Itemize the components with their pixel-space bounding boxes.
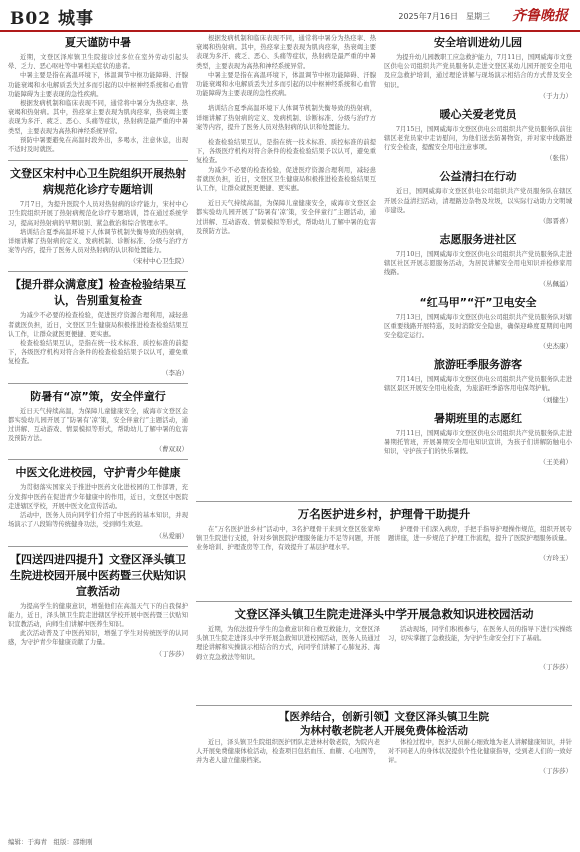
article-kindergarten-cont: [196, 199, 376, 236]
newspaper-logo: 齐鲁晚报: [512, 8, 568, 24]
article-author: （丁莎莎）: [155, 649, 188, 658]
article-first-aid: [196, 598, 572, 671]
section-title: B02 城事: [10, 9, 94, 29]
divider: [196, 705, 572, 706]
article-paragraph: 为减少不必要的检查检验，促进医疗资源合理利用，减轻患者就医负担，近日，文登区卫生健康局积极推进检查检验结果互认工作，让群众就医更便捷、更实惠。: [196, 166, 376, 193]
article-author: （宋村中心卫生院）: [129, 257, 188, 266]
article-rural-nursing: [196, 498, 572, 562]
article-author: （丁莎莎）: [539, 662, 572, 671]
article-paragraph: 为减少不必要的检查检验，促进医疗资源合理利用，减轻患者就医负担，近日，文登区卫生健康局积极推进检查检验结果互认工作，让群众就医更便捷、更实惠。: [8, 312, 188, 338]
article-title: 【提升群众满意度】检查检验结果互认，告别重复检查: [10, 278, 186, 308]
article-title: 志愿服务进社区: [439, 233, 517, 247]
article-paragraph: 7月7日，为提升医院个人员对热射病的诊疗能力，宋村中心卫生院组织开展了热射病规范化诊疗专题培训，旨在通过系统学习，提高对热射病的早期识别、紧急救治和综合管理水平。: [8, 201, 188, 227]
article-title: 公益清扫在行动: [439, 170, 517, 184]
article-paragraph: 近期，为依法提升学生的急救意识和自救互救能力，文登区泽头镇卫生院走进泽头中学开展急救知识进校园活动，医务人员通过理论讲解和实操演示相结合的方式，向同学们讲解了心肺复苏、海姆立克急救法等知识。: [196, 626, 380, 661]
article-title: 防暑有“凉”策，安全伴童行: [30, 389, 166, 403]
brief-red-vest: [384, 294, 572, 351]
page-header: [0, 0, 580, 32]
article-paragraph: 根据发病机制和临床表现不同，通常将中暑分为热痉挛、热衰竭和热射病。其中，热痉挛主要表现为肌肉痉挛，热衰竭主要表现为多汗、疲乏、恶心、头痛等症状，热射病是最严重的中暑类型，主要表现为高热和神经系统异常。: [8, 100, 188, 135]
article-paragraph: 7月10日，国网威海市文登区供电公司组织共产党员服务队走进辖区社区开展志愿服务活动，为居民讲解安全用电知识并检修家用线路。: [384, 251, 572, 277]
article-paragraph: 近期，文登区泽库镇卫生院接诊过多位在室外劳动引起头晕、乏力、恶心呕吐等中暑相关症状的患者。: [8, 54, 188, 71]
article-paragraph: 7月13日，国网威海市文登区供电公司组织共产党员服务队对辖区重要线路开展特巡，及时消除安全隐患，确保迎峰度夏期间电网安全稳定运行。: [384, 313, 572, 340]
article-paragraph: 7月11日，国网威海市文登区供电公司组织共产党员服务队走进暑期托管班，开展暑期安全用电知识宣讲，为孩子们讲解防触电小知识，守护孩子们的快乐暑假。: [384, 429, 572, 456]
article-paragraph: 中暑主要是指在高温环境下，体温调节中枢功能障碍、汗腺功能衰竭和水电解质丢失过多而引起的以中枢神经系统和心血管功能障碍为主要表现的急性疾病。: [8, 72, 188, 98]
article-paragraph: 培训结合夏季高温环境下人体调节机制失衡导致的热射病，详细讲解了热射病的定义、发病机制、诊断标准、分级与治疗方案等内容，提升了医务人员对热射病的认识和处置能力。: [196, 105, 376, 131]
article-author: （王美莉）: [539, 458, 572, 467]
article-author: （丛佩溢）: [539, 279, 572, 288]
article-author: （李冶）: [162, 368, 188, 377]
article-paragraph: 护理骨干们深入病房，手把手指导护理操作规范，组织开展专题讲座，进一步规范了护理工作流程，提升了医院护理服务质量。: [388, 526, 572, 543]
article-author: （刘健生）: [539, 395, 572, 404]
article-paragraph: 为提升幼儿园教职工应急救护能力，7月11日，国网威海市文登区供电公司组织共产党员服务队走进文登区某幼儿园开展安全用电及应急救护培训，通过理论讲解与现场演示相结合的方式普及安全知识。: [384, 54, 572, 89]
column-right: [384, 34, 572, 472]
article-paragraph: 近日天气持续高温，为保障儿童健康安全，威海市文登区金都实验幼儿园开展了“防暑有‘凉’策，安全伴童行”主题活动，通过讲解、互动游戏、情景模拟等形式，帮助幼儿了解中暑的危害及预防方法。: [8, 407, 188, 443]
article-sanfu: [8, 551, 188, 658]
article-author: （张伟）: [546, 154, 572, 163]
article-author: （方玲玉）: [539, 553, 572, 562]
article-kicker: 【医养结合，创新引领】文登区泽头镇卫生院: [279, 711, 489, 723]
article-paragraph: 近日，国网威海市文登区供电公司组织共产党员服务队在辖区开展公益清扫活动，清理路边杂物及垃圾，以实际行动助力文明城市建设。: [384, 188, 572, 214]
article-author: （曹双双）: [155, 445, 188, 454]
column-left: [8, 34, 188, 664]
article-author: （丛爱丽）: [155, 531, 188, 540]
article-paragraph: 体检过程中，医护人员耐心细致地为老人讲解健康知识，并针对不同老人的身体状况提供个性化健康指导，受到老人们的一致好评。: [388, 739, 572, 765]
article-title: 为林村敬老院老人开展免费体检活动: [300, 725, 468, 737]
brief-elderly-members: [384, 106, 572, 163]
article-author: （于力力）: [539, 91, 572, 100]
article-title: 文登区宋村中心卫生院组织开展热射病规范化诊疗专题培训: [10, 167, 186, 197]
article-paragraph: 根据发病机制和临床表现不同，通常将中暑分为热痉挛、热衰竭和热射病。其中，热痉挛主要表现为肌肉痉挛，热衰竭主要表现为多汗、疲乏、恶心、头痛等症状，热射病是最严重的中暑类型，主要表现为高热和神经系统异常。: [196, 35, 376, 70]
brief-tourism: [384, 356, 572, 403]
page-credits: 编辑：于海青 组版：邵维刚: [8, 838, 93, 846]
article-author: （郎晋喜）: [539, 217, 572, 226]
article-training: [8, 165, 188, 265]
article-title: 暑期班里的志愿红: [434, 411, 522, 425]
divider: [8, 383, 188, 384]
article-title: “红马甲”“汗”卫电安全: [419, 295, 537, 309]
brief-cleanup: [384, 168, 572, 225]
article-paragraph: 此次活动普及了中医药知识，增强了学生对传统医学的认同感，为守护青少年健康贡献了力量。: [8, 630, 188, 647]
article-paragraph: 检查检验结果互认，是指在统一技术标准、质控标准的前提下，各级医疗机构对符合条件的检查检验结果予以认可，避免重复检查。: [8, 340, 188, 366]
divider: [196, 601, 572, 602]
article-tcm-school: [8, 464, 188, 539]
article-kindergarten: [8, 388, 188, 454]
brief-safety-training: [384, 34, 572, 100]
divider: [8, 546, 188, 547]
divider: [196, 501, 572, 502]
article-heatstroke-cont: [196, 34, 376, 98]
article-title: 万名医护进乡村，护理骨干助提升: [297, 507, 471, 521]
divider: [8, 271, 188, 272]
article-paragraph: 为贯彻落实国家关于推进中医药文化进校园的工作部署，充分发挥中医药在促进青少年健康中的作用，近日，文登区中医院走进辖区学校，开展中医文化宣传活动。: [8, 484, 188, 510]
article-title: 【四送四进四提升】文登区泽头镇卫生院进校园开展中医药暨三伏贴知识宣教活动: [10, 552, 186, 598]
article-title: 中医文化进校园，守护青少年健康: [15, 466, 181, 480]
article-test-results-cont: [196, 138, 376, 193]
brief-summer-class: [384, 410, 572, 467]
column-middle: [196, 34, 376, 504]
article-paragraph: 检查检验结果互认，是指在统一技术标准、质控标准的前提下，各级医疗机构对符合条件的检查检验结果予以认可，避免重复检查。: [196, 139, 376, 165]
brief-community: [384, 231, 572, 288]
article-title: 暖心关爱老党员: [439, 107, 517, 121]
article-free-checkup: [196, 702, 572, 775]
article-title: 旅游旺季服务游客: [434, 358, 522, 372]
article-title: 夏天谨防中暑: [65, 36, 131, 49]
article-paragraph: 培训结合夏季高温环境下人体调节机制失衡导致的热射病，详细讲解了热射病的定义、发病机制、诊断标准、分级与治疗方案等内容，提升了医务人员对热射病的认识和处置能力。: [8, 228, 188, 255]
article-paragraph: 7月15日，国网威海市文登区供电公司组织共产党员服务队前往辖区老党员家中走访慰问，为他们送去防暑物资，并对家中线路进行安全检查，提醒安全用电注意事项。: [384, 125, 572, 152]
article-test-results: [8, 276, 188, 376]
article-paragraph: 活动现场，同学们积极参与，在医务人员的指导下进行实操练习，切实掌握了急救技能，为守护生命安全打下了基础。: [388, 626, 572, 643]
article-paragraph: 在“万名医护进乡村”活动中，3名护理骨干来到文登区张家埠镇卫生院进行支援，针对乡镇医院护理服务能力不足等问题，开展业务培训、护理查房等工作，有效提升了基层护理水平。: [196, 526, 380, 552]
issue-date: 2025年7月16日 星期三: [398, 12, 490, 21]
divider: [8, 160, 188, 161]
divider: [8, 459, 188, 460]
article-heatstroke: [8, 34, 188, 154]
article-paragraph: 活动中，医务人员向同学们介绍了中医药的基本知识，并现场演示了八段锦等传统健身功法，受到师生欢迎。: [8, 512, 188, 529]
article-paragraph: 近日天气持续高温，为保障儿童健康安全，威海市文登区金都实验幼儿园开展了“防暑有‘凉’策，安全伴童行”主题活动，通过讲解、互动游戏、情景模拟等形式，帮助幼儿了解中暑的危害及预防方法。: [196, 200, 376, 235]
article-paragraph: 中暑主要是指在高温环境下，体温调节中枢功能障碍、汗腺功能衰竭和水电解质丢失过多而引起的以中枢神经系统和心血管功能障碍为主要表现的急性疾病。: [196, 71, 376, 98]
article-author: （史杰康）: [539, 342, 572, 351]
article-paragraph: 7月14日，国网威海市文登区供电公司组织共产党员服务队走进辖区景区开展安全用电检查，为旅游旺季游客用电保驾护航。: [384, 376, 572, 393]
article-title: 安全培训进幼儿园: [434, 36, 522, 49]
article-paragraph: 预防中暑要避免在高温时段外出，多喝水，注意休息，出现不适时及时就医。: [8, 136, 188, 154]
article-paragraph: 为提高学生的健康意识，增强他们在高温天气下的自我保护能力，近日，泽头镇卫生院走进辖区学校开展中医药暨三伏贴知识宣教活动，向师生们讲解中医养生知识。: [8, 602, 188, 628]
article-paragraph: 近日，泽头镇卫生院组织医护团队走进林村敬老院，为院内老人开展免费健康体检活动，检查项目包括血压、血糖、心电图等，并为老人建立健康档案。: [196, 739, 380, 765]
article-title: 文登区泽头镇卫生院走进泽头中学开展急救知识进校园活动: [234, 607, 534, 621]
article-training-cont: [196, 104, 376, 132]
article-author: （丁莎莎）: [539, 766, 572, 775]
